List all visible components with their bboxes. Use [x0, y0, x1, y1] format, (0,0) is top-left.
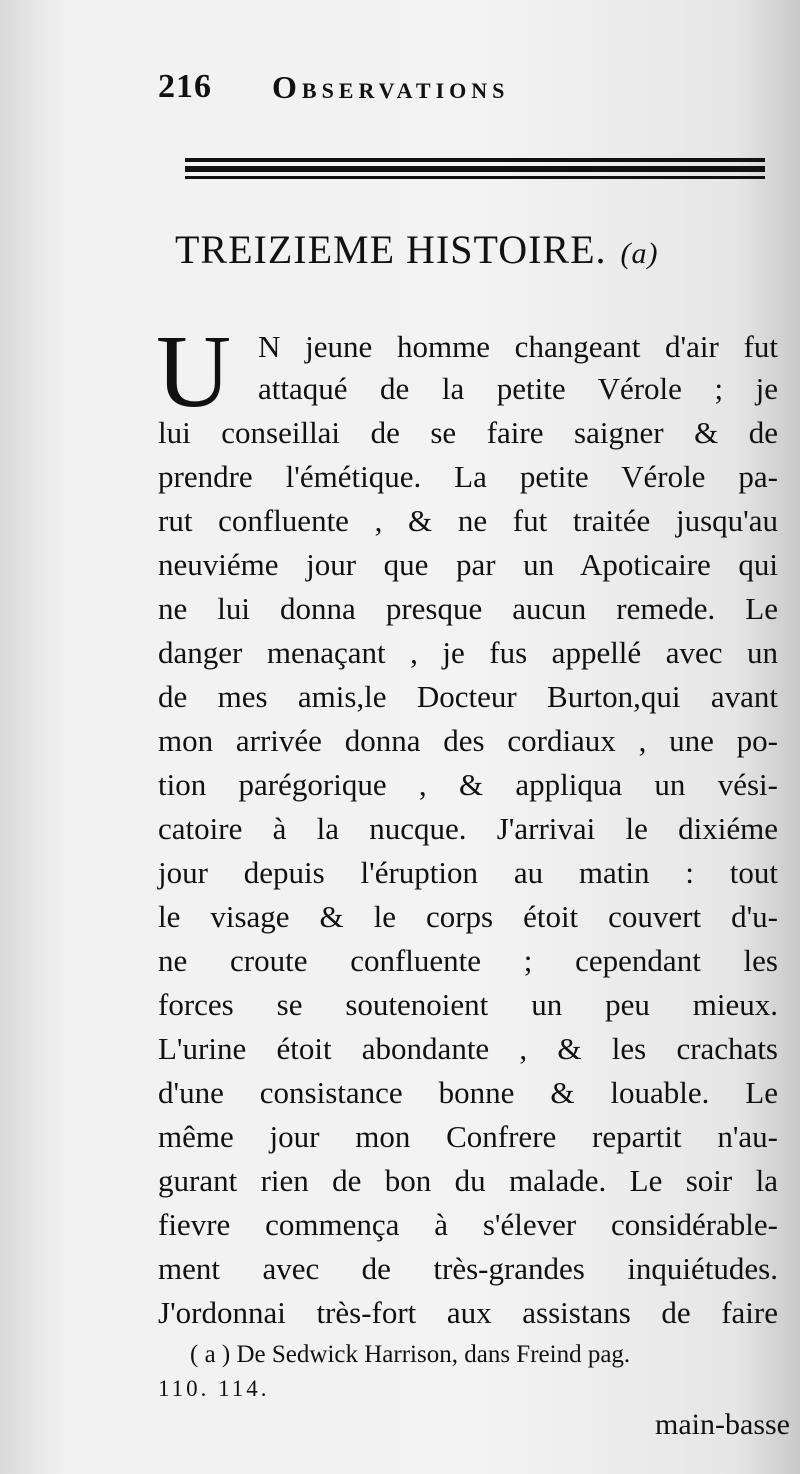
- body-line: ne croute confluente ; cependant les: [158, 943, 778, 978]
- body-line: N jeune homme changeant d'air fut: [258, 329, 778, 364]
- catchword: main-basse: [655, 1408, 790, 1441]
- body-line: le visage & le corps étoit couvert d'u-: [158, 899, 778, 934]
- body-line: neuviéme jour que par un Apoticaire qui: [158, 547, 778, 582]
- body-line: fievre commença à s'élever considérable-: [158, 1207, 778, 1242]
- drop-cap: U: [156, 314, 232, 429]
- body-line: danger menaçant , je fus appellé avec un: [158, 635, 778, 670]
- body-line: jour depuis l'éruption au matin : tout: [158, 855, 778, 890]
- footnote-continuation: 110. 114.: [158, 1376, 270, 1401]
- footnote-marker: (a): [620, 237, 659, 270]
- page-header: [158, 62, 678, 112]
- footnote: ( a ) De Sedwick Harrison, dans Freind pag.: [190, 1341, 631, 1368]
- body-line: même jour mon Confrere repartit n'au-: [158, 1119, 778, 1154]
- body-line: attaqué de la petite Vérole ; je: [258, 371, 778, 406]
- body-line: ne lui donna presque aucun remede. Le: [158, 591, 778, 626]
- body-line: lui conseillai de se faire saigner & de: [158, 415, 778, 450]
- body-line: ment avec de très-grandes inquiétudes.: [158, 1251, 778, 1286]
- body-line: mon arrivée donna des cordiaux , une po-: [158, 723, 778, 758]
- running-title: Observations: [272, 68, 510, 105]
- header-rule-top: [185, 158, 765, 162]
- body-line: de mes amis,le Docteur Burton,qui avant: [158, 679, 778, 714]
- body-line: prendre l'émétique. La petite Vérole pa-: [158, 459, 778, 494]
- header-rule-bottom: [185, 176, 765, 179]
- header-rule-middle: [185, 166, 765, 172]
- section-heading: [175, 226, 775, 286]
- page-number: 216: [158, 68, 212, 105]
- body-line: rut confluente , & ne fut traitée jusqu'au: [158, 503, 778, 538]
- body-line: tion parégorique , & appliqua un vési-: [158, 767, 778, 802]
- body-line: L'urine étoit abondante , & les crachats: [158, 1031, 778, 1066]
- section-title: TREIZIEME HISTOIRE.: [175, 227, 607, 272]
- body-line: J'ordonnai très-fort aux assistans de faire: [158, 1295, 778, 1330]
- body-line: forces se soutenoient un peu mieux.: [158, 987, 778, 1022]
- body-line: gurant rien de bon du malade. Le soir la: [158, 1163, 778, 1198]
- body-line: d'une consistance bonne & louable. Le: [158, 1075, 778, 1110]
- body-line: catoire à la nucque. J'arrivai le dixiéme: [158, 811, 778, 846]
